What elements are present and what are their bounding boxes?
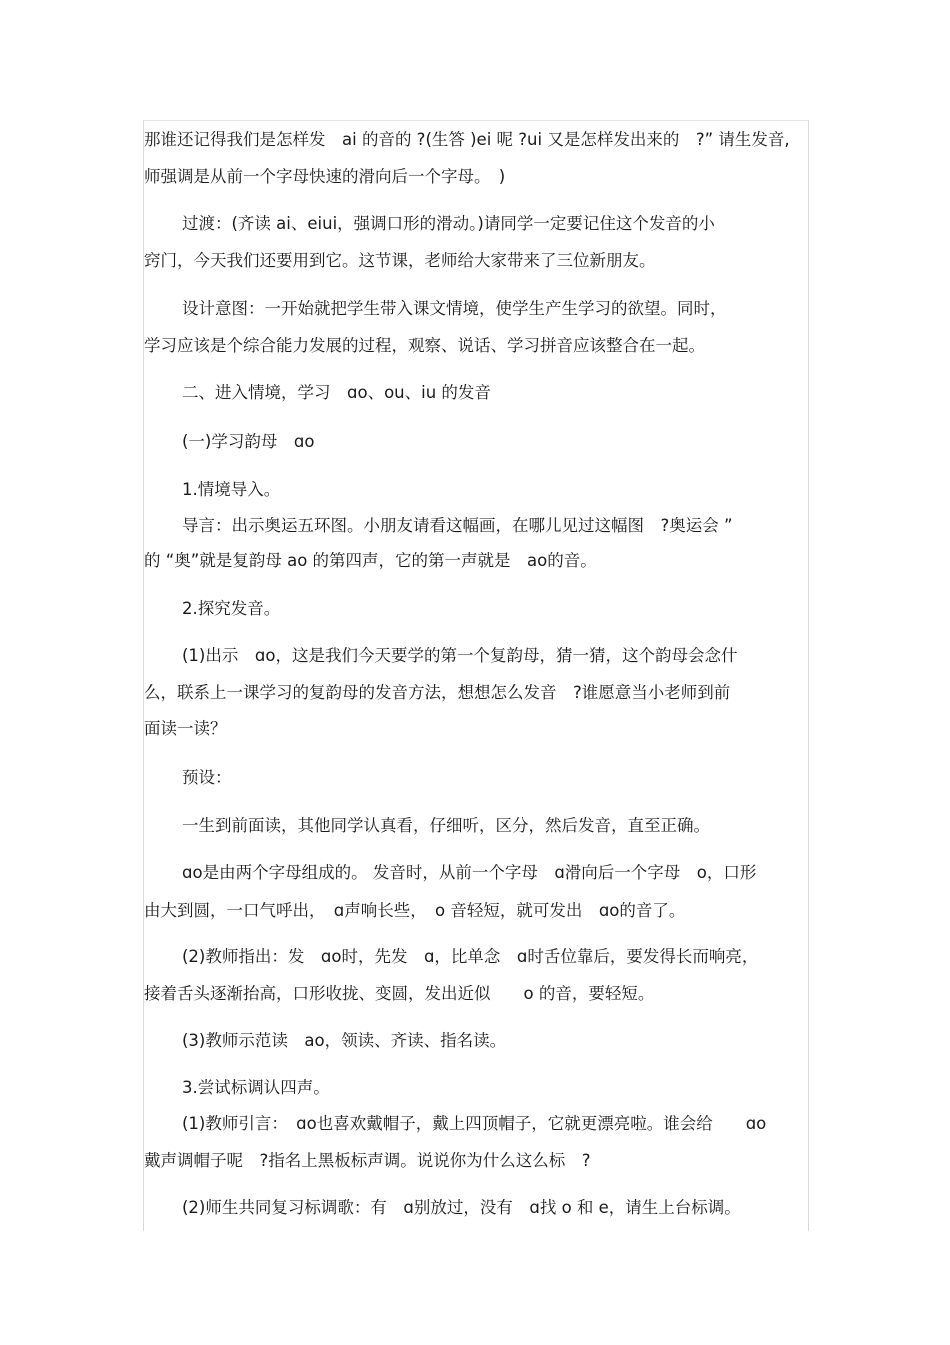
text-line: 过渡：(齐读 ai、eiui，强调口形的滑动。)请同学一定要记住这个发音的小 [182, 214, 715, 233]
step-heading: 3.尝试标调认四声。 [182, 1078, 330, 1097]
step-heading: 2.探究发音。 [182, 599, 281, 618]
text-line: (2)师生共同复习标调歌：有 ɑ别放过，没有 ɑ找 o 和 e，请生上台标调。 [182, 1198, 741, 1217]
text-line: (1)出示 ɑo，这是我们今天要学的第一个复韵母，猜一猜，这个韵母会念什 [182, 646, 738, 665]
text-line: 接着舌头逐渐抬高，口形收拢、变圆，发出近似 o 的音，要轻短。 [144, 984, 655, 1003]
text-line: 导言：出示奥运五环图。小朋友请看这幅画，在哪儿见过这幅图 ?奥运会 ” [182, 516, 733, 535]
text-line: 预设： [182, 768, 232, 787]
text-line: 由大到圆，一口气呼出， ɑ声响长些， o 音轻短，就可发出 ɑo的音了。 [144, 901, 686, 920]
text-line: 戴声调帽子呢 ?指名上黑板标声调。说说你为什么这么标 ? [144, 1151, 591, 1170]
step-heading: 1.情境导入。 [182, 480, 281, 499]
text-line: 一生到前面读，其他同学认真看，仔细听，区分，然后发音，直至正确。 [182, 816, 710, 835]
text-line: 么，联系上一课学习的复韵母的发音方法，想想怎么发音 ?谁愿意当小老师到前 [144, 683, 731, 702]
subsection-heading: (一)学习韵母 ɑo [182, 432, 315, 451]
text-line: 那谁还记得我们是怎样发 ai 的音的 ?(生答 )ei 呢 ?ui 又是怎样发出来的 ?” 请生发音, [144, 130, 790, 149]
text-line: 面读一读？ [144, 719, 227, 738]
text-line: 的 “奥”就是复韵母 ao 的第四声，它的第一声就是 ao的音。 [144, 551, 597, 570]
text-line: (3)教师示范读 ao，领读、齐读、指名读。 [182, 1031, 507, 1050]
text-line: (1)教师引言： ɑo也喜欢戴帽子，戴上四顶帽子，它就更漂亮啦。谁会给 ɑo [182, 1114, 767, 1133]
text-line: ɑo是由两个字母组成的。 发音时，从前一个字母 ɑ滑向后一个字母 o，口形 [182, 863, 757, 882]
text-line: 师强调是从前一个字母快速的滑向后一个字母。 ) [144, 167, 506, 186]
text-line: 设计意图：一开始就把学生带入课文情境，使学生产生学习的欲望。同时， [182, 299, 727, 318]
text-line: (2)教师指出：发 ɑo时，先发 ɑ，比单念 ɑ时舌位靠后，要发得长而响亮， [182, 947, 759, 966]
page-frame [143, 120, 809, 1231]
section-heading: 二、进入情境，学习 ɑo、ou、iu 的发音 [182, 383, 491, 402]
text-line: 学习应该是个综合能力发展的过程，观察、说话、学习拼音应该整合在一起。 [144, 336, 705, 355]
text-line: 窍门，今天我们还要用到它。这节课，老师给大家带来了三位新朋友。 [144, 251, 656, 270]
